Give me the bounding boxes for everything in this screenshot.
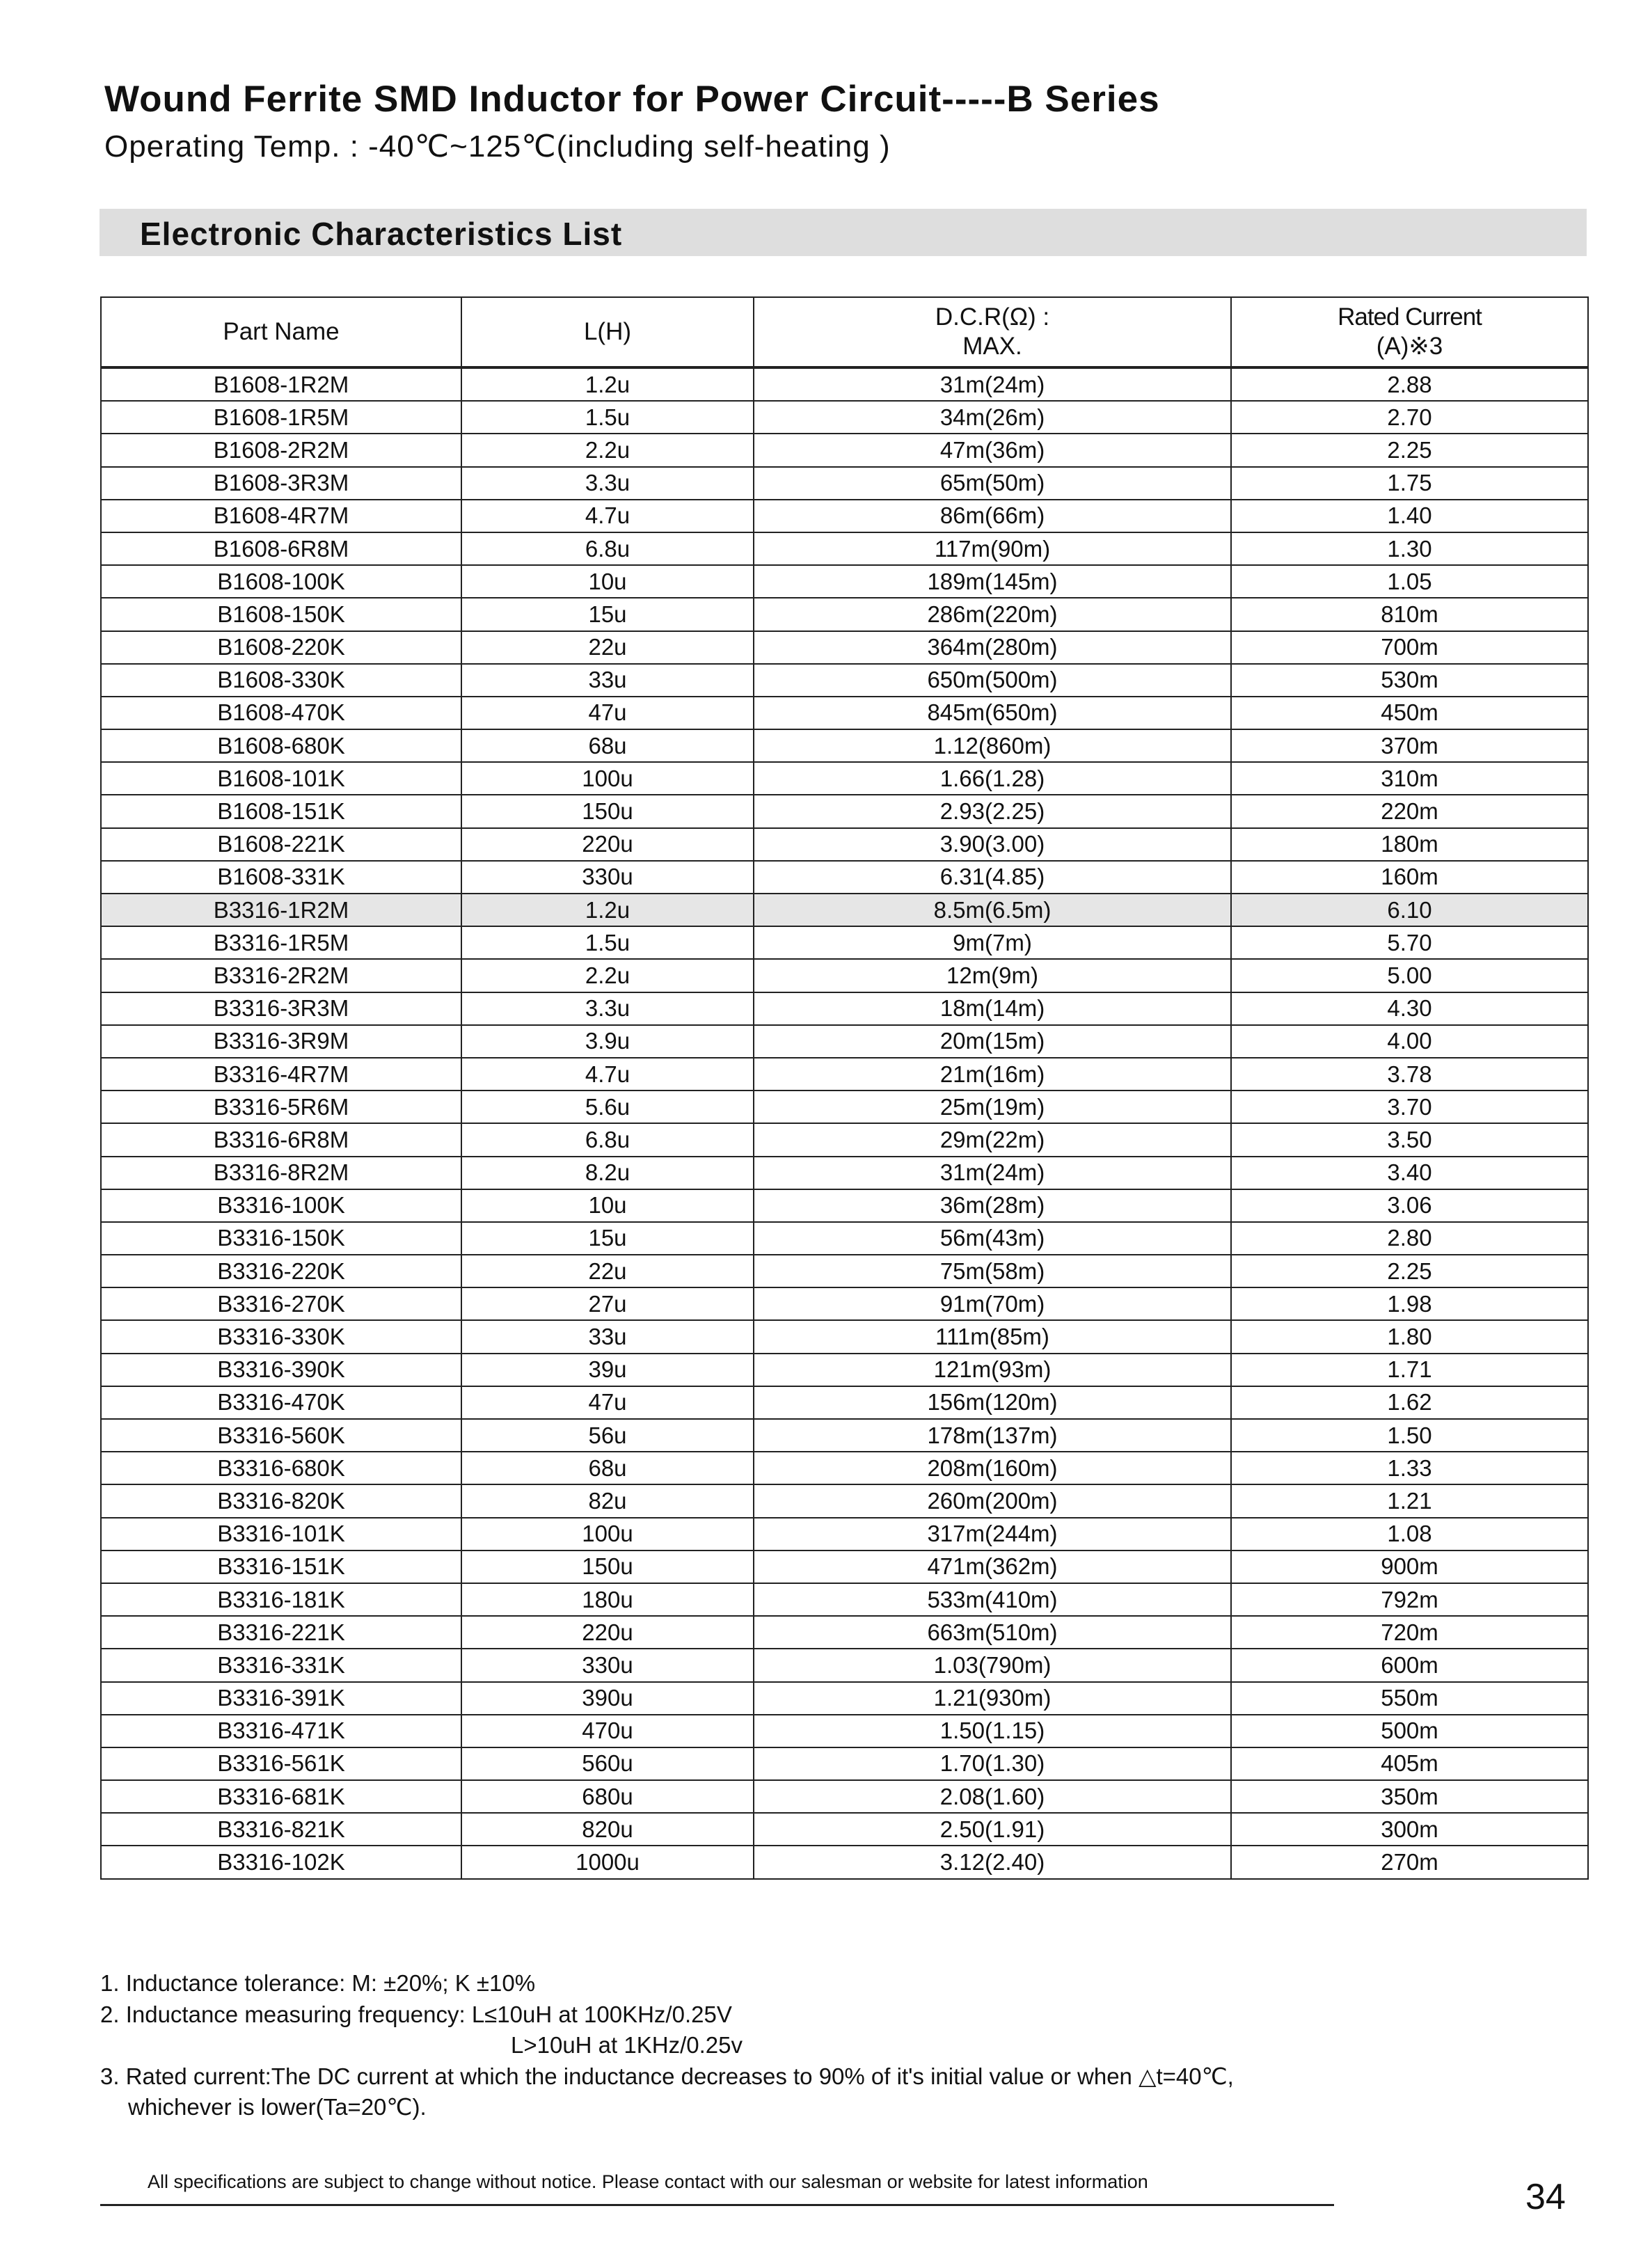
cell-part-name: B3316-100K — [101, 1189, 461, 1222]
cell-dcr: 1.21(930m) — [754, 1682, 1231, 1715]
page-title: Wound Ferrite SMD Inductor for Power Circuit-----B Series — [104, 79, 1160, 120]
page-number: 34 — [1525, 2177, 1566, 2217]
cell-rated-current: 3.50 — [1231, 1123, 1588, 1156]
cell-dcr: 20m(15m) — [754, 1025, 1231, 1058]
table-row — [101, 1583, 1588, 1616]
table-row — [101, 500, 1588, 532]
cell-rated-current: 1.80 — [1231, 1320, 1588, 1353]
cell-dcr: 12m(9m) — [754, 959, 1231, 992]
table-row — [101, 598, 1588, 631]
cell-inductance: 220u — [461, 828, 754, 861]
cell-dcr: 2.08(1.60) — [754, 1780, 1231, 1813]
cell-inductance: 3.3u — [461, 467, 754, 500]
cell-part-name: B1608-101K — [101, 762, 461, 795]
table-row — [101, 1484, 1588, 1517]
cell-dcr: 21m(16m) — [754, 1058, 1231, 1091]
cell-inductance: 150u — [461, 1551, 754, 1583]
cell-rated-current: 1.08 — [1231, 1518, 1588, 1551]
cell-rated-current: 2.25 — [1231, 1255, 1588, 1287]
cell-inductance: 1.2u — [461, 367, 754, 401]
cell-dcr: 178m(137m) — [754, 1419, 1231, 1452]
cell-dcr: 91m(70m) — [754, 1287, 1231, 1320]
cell-part-name: B1608-330K — [101, 664, 461, 697]
cell-part-name: B1608-220K — [101, 631, 461, 664]
cell-dcr: 1.50(1.15) — [754, 1715, 1231, 1747]
cell-inductance: 15u — [461, 1222, 754, 1255]
cell-dcr: 3.90(3.00) — [754, 828, 1231, 861]
cell-rated-current: 370m — [1231, 729, 1588, 762]
cell-rated-current: 900m — [1231, 1551, 1588, 1583]
table-row — [101, 1715, 1588, 1747]
table-row — [101, 1320, 1588, 1353]
table-row — [101, 1025, 1588, 1058]
cell-inductance: 39u — [461, 1354, 754, 1386]
header-rated-line2: (A)※3 — [1376, 333, 1443, 360]
header-rated-current — [1231, 297, 1588, 367]
table-row — [101, 926, 1588, 959]
cell-dcr: 6.31(4.85) — [754, 861, 1231, 894]
table-row — [101, 1287, 1588, 1320]
cell-dcr: 75m(58m) — [754, 1255, 1231, 1287]
cell-rated-current: 180m — [1231, 828, 1588, 861]
cell-dcr: 364m(280m) — [754, 631, 1231, 664]
cell-dcr: 2.50(1.91) — [754, 1813, 1231, 1846]
cell-part-name: B3316-681K — [101, 1780, 461, 1813]
cell-rated-current: 792m — [1231, 1583, 1588, 1616]
note-rated-current: 3. Rated current:The DC current at which the inductance decreases to 90% of it's initial value or when △t=40℃, — [100, 2063, 1234, 2089]
footer-disclaimer: All specifications are subject to change without notice. Please contact with our salesman or website for latest information — [148, 2171, 1148, 2192]
table-row — [101, 959, 1588, 992]
cell-part-name: B1608-680K — [101, 729, 461, 762]
table-row — [101, 1551, 1588, 1583]
table-row — [101, 894, 1588, 926]
cell-rated-current: 1.40 — [1231, 500, 1588, 532]
cell-part-name: B1608-3R3M — [101, 467, 461, 500]
cell-inductance: 33u — [461, 1320, 754, 1353]
cell-part-name: B3316-2R2M — [101, 959, 461, 992]
cell-dcr: 286m(220m) — [754, 598, 1231, 631]
cell-dcr: 86m(66m) — [754, 500, 1231, 532]
cell-rated-current: 810m — [1231, 598, 1588, 631]
cell-dcr: 9m(7m) — [754, 926, 1231, 959]
cell-rated-current: 405m — [1231, 1747, 1588, 1780]
cell-dcr: 111m(85m) — [754, 1320, 1231, 1353]
cell-inductance: 330u — [461, 861, 754, 894]
cell-part-name: B1608-100K — [101, 565, 461, 598]
cell-part-name: B1608-150K — [101, 598, 461, 631]
cell-dcr: 533m(410m) — [754, 1583, 1231, 1616]
cell-dcr: 260m(200m) — [754, 1484, 1231, 1517]
cell-part-name: B1608-1R5M — [101, 401, 461, 434]
cell-inductance: 10u — [461, 565, 754, 598]
cell-part-name: B1608-1R2M — [101, 367, 461, 401]
note-frequency: 2. Inductance measuring frequency: L≤10uH at 100KHz/0.25V — [100, 2001, 732, 2027]
cell-rated-current: 1.50 — [1231, 1419, 1588, 1452]
cell-dcr: 156m(120m) — [754, 1386, 1231, 1419]
table-row — [101, 1123, 1588, 1156]
cell-rated-current: 530m — [1231, 664, 1588, 697]
cell-part-name: B3316-6R8M — [101, 1123, 461, 1156]
cell-dcr: 189m(145m) — [754, 565, 1231, 598]
cell-inductance: 4.7u — [461, 1058, 754, 1091]
cell-dcr: 25m(19m) — [754, 1091, 1231, 1123]
cell-part-name: B3316-101K — [101, 1518, 461, 1551]
table-row — [101, 565, 1588, 598]
cell-inductance: 47u — [461, 697, 754, 729]
cell-dcr: 317m(244m) — [754, 1518, 1231, 1551]
cell-inductance: 3.3u — [461, 992, 754, 1025]
cell-inductance: 10u — [461, 1189, 754, 1222]
cell-dcr: 663m(510m) — [754, 1616, 1231, 1649]
cell-inductance: 68u — [461, 1452, 754, 1484]
cell-rated-current: 2.25 — [1231, 434, 1588, 466]
cell-dcr: 471m(362m) — [754, 1551, 1231, 1583]
cell-inductance: 1000u — [461, 1846, 754, 1878]
table-row — [101, 992, 1588, 1025]
table-row — [101, 1419, 1588, 1452]
cell-part-name: B3316-151K — [101, 1551, 461, 1583]
cell-dcr: 47m(36m) — [754, 434, 1231, 466]
cell-dcr: 8.5m(6.5m) — [754, 894, 1231, 926]
table-row — [101, 631, 1588, 664]
cell-inductance: 4.7u — [461, 500, 754, 532]
cell-dcr: 845m(650m) — [754, 697, 1231, 729]
cell-inductance: 820u — [461, 1813, 754, 1846]
table-row — [101, 1189, 1588, 1222]
cell-rated-current: 550m — [1231, 1682, 1588, 1715]
table-row — [101, 664, 1588, 697]
table-header-row — [101, 297, 1588, 367]
footer-divider — [100, 2204, 1334, 2206]
cell-inductance: 22u — [461, 1255, 754, 1287]
cell-rated-current: 220m — [1231, 795, 1588, 827]
table-row — [101, 795, 1588, 827]
cell-inductance: 2.2u — [461, 434, 754, 466]
cell-part-name: B3316-3R9M — [101, 1025, 461, 1058]
note-frequency-cont: L>10uH at 1KHz/0.25v — [511, 2032, 743, 2058]
notes — [100, 1968, 1234, 2123]
cell-inductance: 15u — [461, 598, 754, 631]
note-tolerance: 1. Inductance tolerance: M: ±20%; K ±10% — [100, 1970, 536, 1996]
cell-dcr: 121m(93m) — [754, 1354, 1231, 1386]
cell-inductance: 47u — [461, 1386, 754, 1419]
cell-part-name: B3316-270K — [101, 1287, 461, 1320]
cell-rated-current: 5.70 — [1231, 926, 1588, 959]
table-row — [101, 1091, 1588, 1123]
cell-part-name: B1608-221K — [101, 828, 461, 861]
cell-rated-current: 1.30 — [1231, 532, 1588, 565]
cell-part-name: B3316-391K — [101, 1682, 461, 1715]
table-row — [101, 729, 1588, 762]
cell-rated-current: 350m — [1231, 1780, 1588, 1813]
cell-inductance: 2.2u — [461, 959, 754, 992]
table-row — [101, 401, 1588, 434]
cell-part-name: B3316-1R2M — [101, 894, 461, 926]
cell-part-name: B1608-331K — [101, 861, 461, 894]
cell-part-name: B3316-471K — [101, 1715, 461, 1747]
cell-part-name: B3316-150K — [101, 1222, 461, 1255]
cell-rated-current: 2.70 — [1231, 401, 1588, 434]
cell-dcr: 1.66(1.28) — [754, 762, 1231, 795]
cell-rated-current: 3.40 — [1231, 1157, 1588, 1189]
cell-inductance: 150u — [461, 795, 754, 827]
operating-temp-subtitle: Operating Temp. : -40℃~125℃(including self-heating ) — [104, 129, 891, 164]
header-part-name: Part Name — [101, 297, 461, 367]
table-row — [101, 1354, 1588, 1386]
cell-part-name: B3316-821K — [101, 1813, 461, 1846]
cell-inductance: 82u — [461, 1484, 754, 1517]
cell-part-name: B3316-5R6M — [101, 1091, 461, 1123]
cell-inductance: 330u — [461, 1649, 754, 1681]
table-row — [101, 1813, 1588, 1846]
cell-inductance: 390u — [461, 1682, 754, 1715]
cell-inductance: 68u — [461, 729, 754, 762]
cell-part-name: B1608-6R8M — [101, 532, 461, 565]
cell-rated-current: 1.62 — [1231, 1386, 1588, 1419]
table-row — [101, 1058, 1588, 1091]
cell-part-name: B3316-560K — [101, 1419, 461, 1452]
cell-inductance: 470u — [461, 1715, 754, 1747]
cell-rated-current: 1.98 — [1231, 1287, 1588, 1320]
cell-part-name: B3316-680K — [101, 1452, 461, 1484]
header-inductance: L(H) — [461, 297, 754, 367]
table-row — [101, 532, 1588, 565]
cell-rated-current: 6.10 — [1231, 894, 1588, 926]
cell-rated-current: 600m — [1231, 1649, 1588, 1681]
cell-part-name: B3316-220K — [101, 1255, 461, 1287]
cell-rated-current: 500m — [1231, 1715, 1588, 1747]
table-row — [101, 762, 1588, 795]
cell-inductance: 56u — [461, 1419, 754, 1452]
cell-rated-current: 4.00 — [1231, 1025, 1588, 1058]
cell-inductance: 6.8u — [461, 1123, 754, 1156]
cell-inductance: 22u — [461, 631, 754, 664]
cell-part-name: B3316-820K — [101, 1484, 461, 1517]
cell-inductance: 1.5u — [461, 401, 754, 434]
table-row — [101, 1846, 1588, 1878]
cell-part-name: B3316-390K — [101, 1354, 461, 1386]
cell-inductance: 5.6u — [461, 1091, 754, 1123]
table-body — [101, 367, 1588, 1879]
cell-dcr: 31m(24m) — [754, 1157, 1231, 1189]
cell-rated-current: 270m — [1231, 1846, 1588, 1878]
table-row — [101, 828, 1588, 861]
cell-dcr: 29m(22m) — [754, 1123, 1231, 1156]
cell-rated-current: 2.80 — [1231, 1222, 1588, 1255]
table-row — [101, 467, 1588, 500]
cell-part-name: B1608-470K — [101, 697, 461, 729]
section-header-bar — [100, 209, 1587, 256]
cell-rated-current: 450m — [1231, 697, 1588, 729]
header-rated-line1: Rated Current — [1338, 303, 1482, 331]
header-dcr-line1: D.C.R(Ω) : — [935, 303, 1050, 331]
cell-inductance: 220u — [461, 1616, 754, 1649]
cell-part-name: B1608-151K — [101, 795, 461, 827]
cell-dcr: 2.93(2.25) — [754, 795, 1231, 827]
cell-part-name: B3316-8R2M — [101, 1157, 461, 1189]
cell-rated-current: 1.21 — [1231, 1484, 1588, 1517]
cell-rated-current: 3.70 — [1231, 1091, 1588, 1123]
table-row — [101, 1649, 1588, 1681]
cell-inductance: 1.5u — [461, 926, 754, 959]
cell-dcr: 36m(28m) — [754, 1189, 1231, 1222]
table-row — [101, 1386, 1588, 1419]
table-row — [101, 697, 1588, 729]
cell-part-name: B1608-2R2M — [101, 434, 461, 466]
cell-inductance: 680u — [461, 1780, 754, 1813]
header-dcr — [754, 297, 1231, 367]
table-row — [101, 1616, 1588, 1649]
header-dcr-line2: MAX. — [962, 333, 1022, 360]
cell-inductance: 180u — [461, 1583, 754, 1616]
cell-inductance: 27u — [461, 1287, 754, 1320]
cell-dcr: 1.70(1.30) — [754, 1747, 1231, 1780]
cell-rated-current: 2.88 — [1231, 367, 1588, 401]
cell-rated-current: 310m — [1231, 762, 1588, 795]
cell-part-name: B3316-221K — [101, 1616, 461, 1649]
table-row — [101, 367, 1588, 401]
cell-rated-current: 3.06 — [1231, 1189, 1588, 1222]
table-row — [101, 1747, 1588, 1780]
cell-dcr: 1.12(860m) — [754, 729, 1231, 762]
cell-inductance: 33u — [461, 664, 754, 697]
cell-dcr: 18m(14m) — [754, 992, 1231, 1025]
cell-part-name: B3316-561K — [101, 1747, 461, 1780]
cell-dcr: 208m(160m) — [754, 1452, 1231, 1484]
cell-dcr: 65m(50m) — [754, 467, 1231, 500]
cell-rated-current: 720m — [1231, 1616, 1588, 1649]
table-row — [101, 1452, 1588, 1484]
cell-inductance: 3.9u — [461, 1025, 754, 1058]
table-row — [101, 1222, 1588, 1255]
cell-rated-current: 1.33 — [1231, 1452, 1588, 1484]
cell-part-name: B3316-331K — [101, 1649, 461, 1681]
cell-rated-current: 1.75 — [1231, 467, 1588, 500]
note-rated-current-cont: whichever is lower(Ta=20℃). — [128, 2094, 427, 2120]
cell-rated-current: 4.30 — [1231, 992, 1588, 1025]
cell-part-name: B1608-4R7M — [101, 500, 461, 532]
cell-rated-current: 300m — [1231, 1813, 1588, 1846]
cell-part-name: B3316-330K — [101, 1320, 461, 1353]
cell-rated-current: 700m — [1231, 631, 1588, 664]
cell-dcr: 31m(24m) — [754, 367, 1231, 401]
table-row — [101, 1255, 1588, 1287]
cell-inductance: 8.2u — [461, 1157, 754, 1189]
characteristics-table — [100, 296, 1589, 1880]
cell-dcr: 34m(26m) — [754, 401, 1231, 434]
table-row — [101, 1682, 1588, 1715]
table-row — [101, 1157, 1588, 1189]
table-row — [101, 1518, 1588, 1551]
cell-dcr: 3.12(2.40) — [754, 1846, 1231, 1878]
cell-part-name: B3316-102K — [101, 1846, 461, 1878]
cell-inductance: 1.2u — [461, 894, 754, 926]
cell-rated-current: 3.78 — [1231, 1058, 1588, 1091]
cell-part-name: B3316-470K — [101, 1386, 461, 1419]
cell-part-name: B3316-181K — [101, 1583, 461, 1616]
cell-dcr: 117m(90m) — [754, 532, 1231, 565]
cell-inductance: 100u — [461, 1518, 754, 1551]
table-row — [101, 861, 1588, 894]
table-row — [101, 1780, 1588, 1813]
cell-dcr: 650m(500m) — [754, 664, 1231, 697]
cell-rated-current: 1.71 — [1231, 1354, 1588, 1386]
cell-rated-current: 1.05 — [1231, 565, 1588, 598]
table-row — [101, 434, 1588, 466]
cell-part-name: B3316-3R3M — [101, 992, 461, 1025]
cell-rated-current: 5.00 — [1231, 959, 1588, 992]
cell-rated-current: 160m — [1231, 861, 1588, 894]
cell-part-name: B3316-4R7M — [101, 1058, 461, 1091]
cell-dcr: 1.03(790m) — [754, 1649, 1231, 1681]
cell-inductance: 560u — [461, 1747, 754, 1780]
cell-inductance: 100u — [461, 762, 754, 795]
cell-dcr: 56m(43m) — [754, 1222, 1231, 1255]
section-title: Electronic Characteristics List — [140, 216, 623, 252]
cell-part-name: B3316-1R5M — [101, 926, 461, 959]
cell-inductance: 6.8u — [461, 532, 754, 565]
